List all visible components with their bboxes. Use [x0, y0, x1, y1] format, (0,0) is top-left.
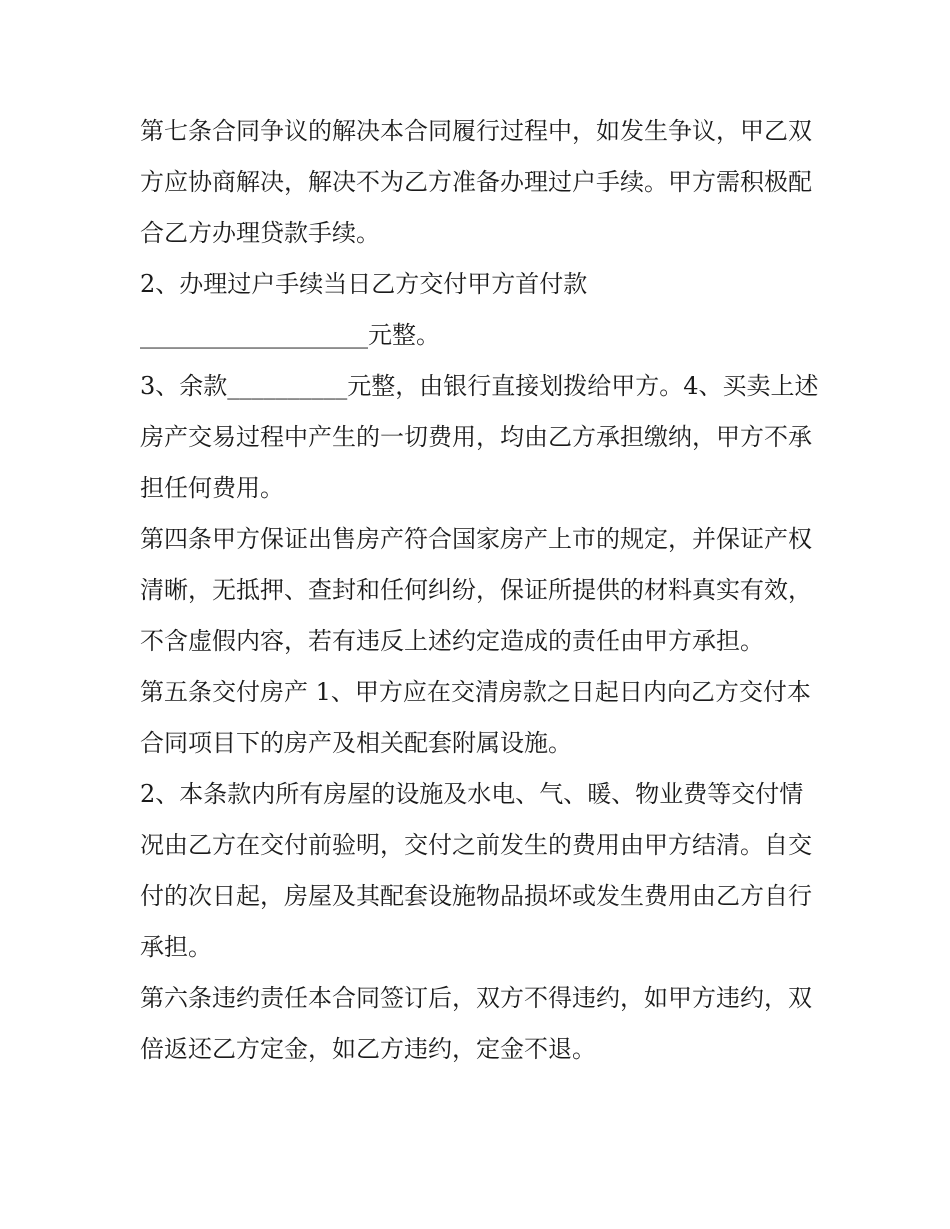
paragraph-article-5: 第五条交付房产 1、甲方应在交清房款之日起日内向乙方交付本合同项目下的房产及相关配套附属设施。 [140, 678, 811, 757]
paragraph-article-4: 第四条甲方保证出售房产符合国家房产上市的规定，并保证产权清晰，无抵押、查封和任何纠纷，保证所提供的材料真实有效，不含虚假内容，若有违反上述约定造成的责任由甲方承担。 [140, 525, 812, 655]
document-body [140, 106, 820, 1075]
paragraph-article-7: 第七条合同争议的解决本合同履行过程中，如发生争议，甲乙双方应协商解决，解决不为乙方准备办理过户手续。甲方需积极配合乙方办理贷款手续。 [140, 117, 812, 247]
paragraph-article-6: 第六条违约责任本合同签订后，双方不得违约，如甲方违约，双倍返还乙方定金，如乙方违约，定金不退。 [140, 984, 812, 1063]
paragraph-clause-3-4: 3、余款__________元整，由银行直接划拨给甲方。4、买卖上述房产交易过程中产生的一切费用，均由乙方承担缴纳，甲方不承担任何费用。 [140, 372, 819, 502]
paragraph-article-5-clause-2: 2、本条款内所有房屋的设施及水电、气、暖、物业费等交付情况由乙方在交付前验明，交付之前发生的费用由甲方结清。自交付的次日起，房屋及其配套设施物品损坏或发生费用由乙方自行承担。 [140, 780, 812, 961]
paragraph-clause-2: 2、办理过户手续当日乙方交付甲方首付款 [140, 270, 588, 298]
paragraph-down-payment-blank: ___________________元整。 [140, 321, 440, 349]
